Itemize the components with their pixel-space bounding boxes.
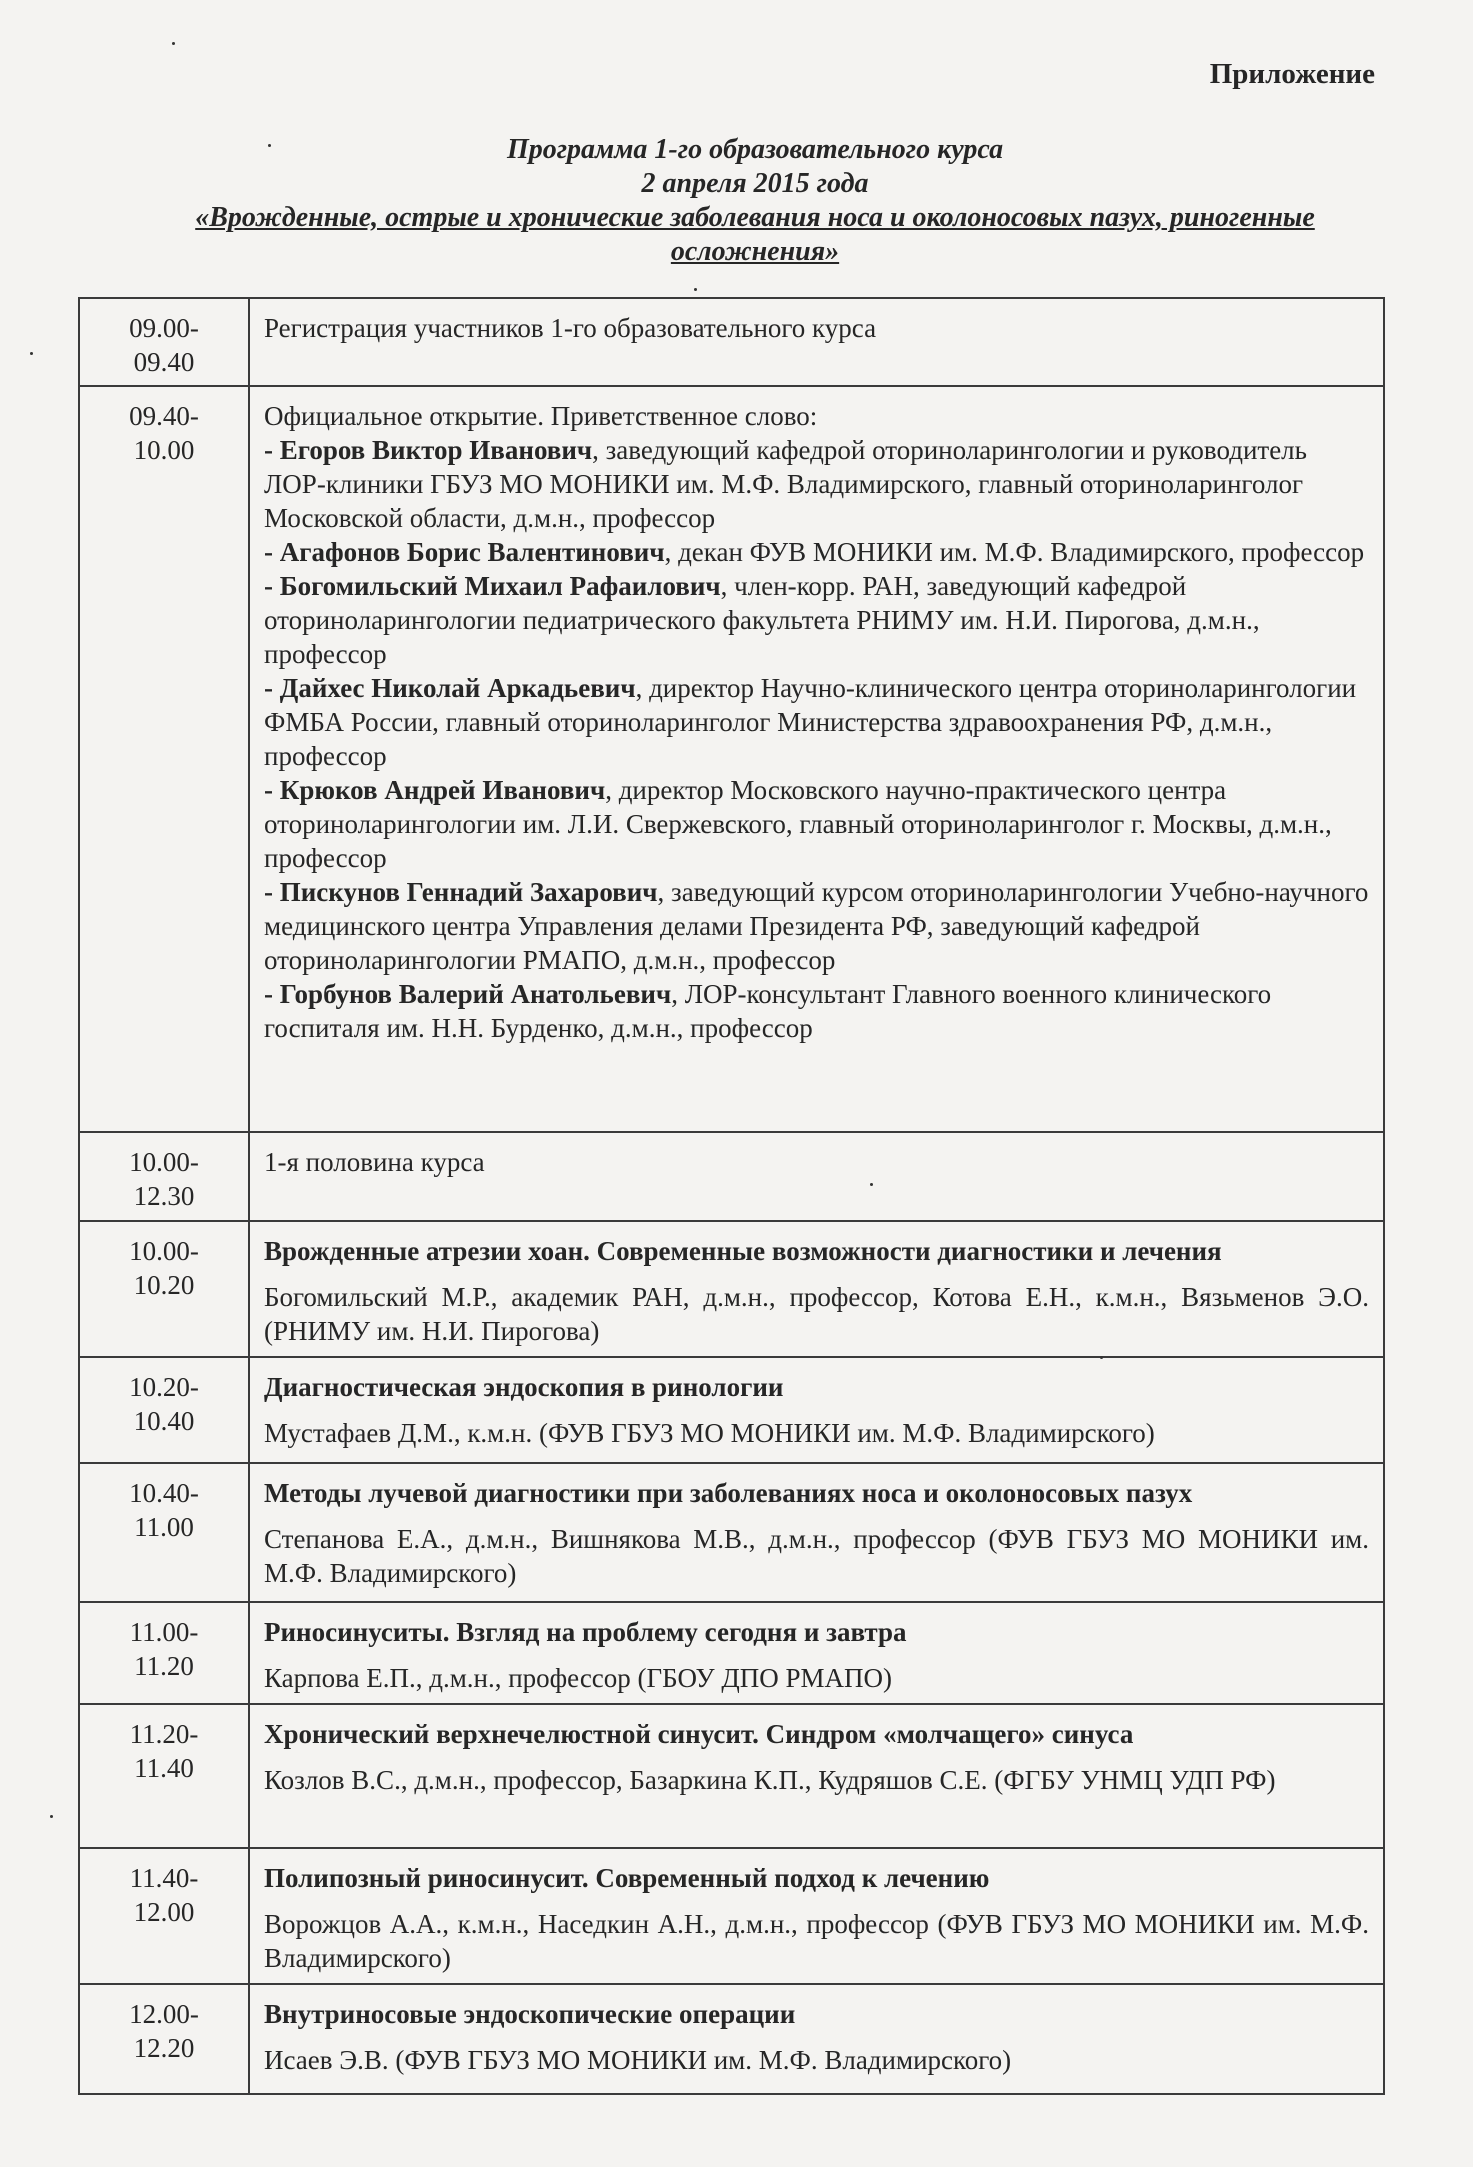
topic-title: Врожденные атрезии хоан. Современные возможности диагностики и лечения — [264, 1236, 1222, 1266]
time-end: 10.40 — [133, 1406, 195, 1436]
time-start: 10.40- — [129, 1478, 199, 1508]
program-date: 2 апреля 2015 года — [641, 168, 869, 199]
table-row — [79, 1463, 1384, 1602]
table-row — [79, 1704, 1384, 1848]
greeting-name: - Пискунов Геннадий Захарович — [264, 877, 658, 907]
time-end: 10.20 — [133, 1270, 195, 1300]
program-header — [140, 133, 1370, 269]
greeting-desc: , заведующий кафедрой оториноларингологии и руководитель ЛОР-клиники ГБУЗ МО МОНИКИ им. М.Ф. Владимирского, главный оториноларинголог Московской области, д.м.н., профессор — [264, 435, 1307, 533]
time-start: 11.40- — [129, 1863, 199, 1893]
topic-title: Методы лучевой диагностики при заболеваниях носа и околоносовых пазух — [264, 1478, 1193, 1508]
table-row — [79, 1221, 1384, 1357]
time-end: 11.40 — [134, 1753, 194, 1783]
time-start: 09.00- — [129, 313, 199, 343]
content-cell — [249, 386, 1384, 1132]
scan-speck — [1100, 1356, 1103, 1359]
content-cell — [249, 1463, 1384, 1602]
speakers: Степанова Е.А., д.м.н., Вишнякова М.В., д.м.н., профессор (ФУВ ГБУЗ МО МОНИКИ им. М.Ф. Владимирского) — [264, 1524, 1369, 1588]
time-end: 11.00 — [134, 1512, 194, 1542]
time-start: 11.00- — [129, 1617, 199, 1647]
scan-speck — [870, 1183, 873, 1186]
topic-title: Диагностическая эндоскопия в ринологии — [264, 1372, 784, 1402]
program-title: Программа 1-го образовательного курса — [506, 134, 1004, 165]
greeting-desc: , директор Научно-клинического центра оториноларингологии ФМБА России, главный оториноларинголог Министерства здравоохранения РФ, д.м.н., профессор — [264, 673, 1357, 771]
time-cell — [79, 1602, 249, 1704]
time-cell — [79, 1848, 249, 1984]
schedule-table — [78, 297, 1385, 2095]
table-row — [79, 1132, 1384, 1221]
time-start: 10.00- — [129, 1147, 199, 1177]
greeting-item — [264, 433, 1369, 535]
content-cell — [249, 1848, 1384, 1984]
time-cell — [79, 386, 249, 1132]
greeting-item — [264, 569, 1369, 671]
time-cell — [79, 1221, 249, 1357]
time-start: 10.20- — [129, 1372, 199, 1402]
table-row — [79, 1848, 1384, 1984]
speakers: Богомильский М.Р., академик РАН, д.м.н., профессор, Котова Е.Н., к.м.н., Вязьменов Э.О. (РНИМУ им. Н.И. Пирогова) — [264, 1282, 1369, 1346]
greeting-desc: , директор Московского научно-практического центра оториноларингологии им. Л.И. Свержевского, главный оториноларинголог г. Москвы, д.м.н., профессор — [264, 775, 1332, 873]
scan-speck — [694, 288, 697, 291]
time-end: 11.20 — [134, 1651, 194, 1681]
scan-speck — [50, 1815, 53, 1818]
greeting-name: - Горбунов Валерий Анатольевич — [264, 979, 672, 1009]
time-start: 10.00- — [129, 1236, 199, 1266]
table-row — [79, 1357, 1384, 1463]
table-row — [79, 386, 1384, 1132]
greeting-name: - Дайхес Николай Аркадьевич — [264, 673, 636, 703]
greeting-desc: , декан ФУВ МОНИКИ им. М.Ф. Владимирского, профессор — [664, 537, 1365, 567]
time-end: 12.20 — [133, 2033, 195, 2063]
speakers: Исаев Э.В. (ФУВ ГБУЗ МО МОНИКИ им. М.Ф. Владимирского) — [264, 2045, 1012, 2075]
table-row — [79, 1984, 1384, 2094]
time-end: 12.30 — [133, 1181, 195, 1211]
greeting-name: - Богомильский Михаил Рафаилович — [264, 571, 721, 601]
speakers: Козлов В.С., д.м.н., профессор, Базаркина К.П., Кудряшов С.Е. (ФГБУ УНМЦ УДП РФ) — [264, 1765, 1276, 1795]
scan-speck — [268, 144, 271, 147]
content-cell — [249, 1704, 1384, 1848]
content-cell — [249, 1132, 1384, 1221]
time-start: 09.40- — [129, 401, 199, 431]
time-cell — [79, 1132, 249, 1221]
greeting-desc: , ЛОР-консультант Главного военного клинического госпиталя им. Н.Н. Бурденко, д.м.н., профессор — [264, 979, 1272, 1043]
appendix-label: Приложение — [1209, 58, 1375, 90]
time-cell — [79, 1463, 249, 1602]
greeting-item — [264, 671, 1369, 773]
content-cell — [249, 1357, 1384, 1463]
greeting-name: - Егоров Виктор Иванович — [264, 435, 593, 465]
greeting-item — [264, 773, 1369, 875]
row-text: 1-я половина курса — [264, 1147, 485, 1177]
greeting-name: - Крюков Андрей Иванович — [264, 775, 606, 805]
time-cell — [79, 1704, 249, 1848]
topic-title: Хронический верхнечелюстной синусит. Синдром «молчащего» синуса — [264, 1719, 1134, 1749]
speakers: Карпова Е.П., д.м.н., профессор (ГБОУ ДПО РМАПО) — [264, 1663, 892, 1693]
content-cell — [249, 298, 1384, 386]
topic-title: Внутриносовые эндоскопические операции — [264, 1999, 796, 2029]
speakers: Мустафаев Д.М., к.м.н. (ФУВ ГБУЗ МО МОНИКИ им. М.Ф. Владимирского) — [264, 1418, 1155, 1448]
time-cell — [79, 1984, 249, 2094]
course-title: «Врожденные, острые и хронические заболевания носа и околоносовых пазух, риногенные осложнения» — [195, 202, 1315, 267]
table-row — [79, 298, 1384, 386]
time-cell — [79, 1357, 249, 1463]
greeting-name: - Агафонов Борис Валентинович — [264, 537, 665, 567]
time-cell — [79, 298, 249, 386]
speakers: Ворожцов А.А., к.м.н., Наседкин А.Н., д.м.н., профессор (ФУВ ГБУЗ МО МОНИКИ им. М.Ф. Владимирского) — [264, 1909, 1369, 1973]
greeting-desc: , член-корр. РАН, заведующий кафедрой оториноларингологии педиатрического факультета РНИМУ им. Н.И. Пирогова, д.м.н., профессор — [264, 571, 1260, 669]
opening-intro: Официальное открытие. Приветственное слово: — [264, 401, 818, 431]
topic-title: Полипозный риносинусит. Современный подход к лечению — [264, 1863, 990, 1893]
greeting-item — [264, 535, 1369, 569]
greeting-desc: , заведующий курсом оториноларингологии Учебно-научного медицинского центра Управления делами Президента РФ, заведующий кафедрой оториноларингологии РМАПО, д.м.н., профессор — [264, 877, 1369, 975]
time-end: 10.00 — [133, 435, 195, 465]
time-end: 12.00 — [133, 1897, 195, 1927]
greeting-item — [264, 875, 1369, 977]
scan-speck — [30, 352, 33, 355]
content-cell — [249, 1602, 1384, 1704]
content-cell — [249, 1984, 1384, 2094]
topic-title: Риносинуситы. Взгляд на проблему сегодня и завтра — [264, 1617, 907, 1647]
scan-speck — [172, 42, 175, 45]
greeting-item — [264, 977, 1369, 1045]
row-text: Регистрация участников 1-го образовательного курса — [264, 313, 877, 343]
time-start: 11.20- — [129, 1719, 199, 1749]
content-cell — [249, 1221, 1384, 1357]
time-end: 09.40 — [133, 347, 195, 377]
time-start: 12.00- — [129, 1999, 199, 2029]
table-row — [79, 1602, 1384, 1704]
